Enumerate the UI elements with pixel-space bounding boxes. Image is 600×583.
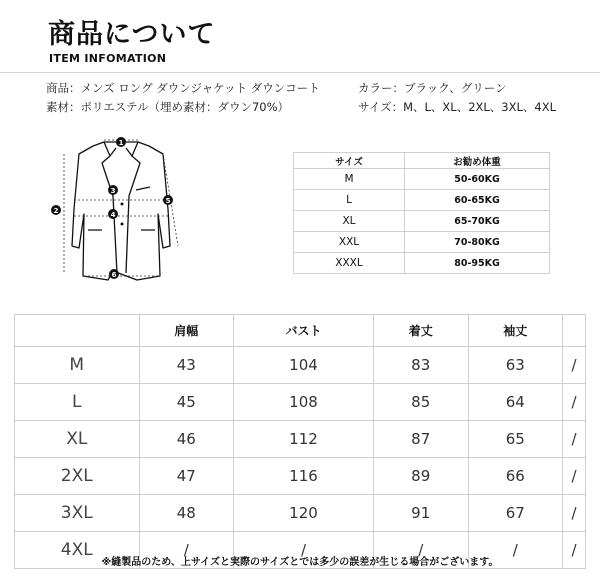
spec-product: 商品：メンズ ロング ダウンジャケット ダウンコート (46, 81, 320, 95)
size-table-header-row (15, 315, 586, 347)
page-subtitle: ITEM INFOMATION (49, 52, 167, 65)
svg-text:2: 2 (53, 207, 59, 215)
measurement-cell: / (139, 532, 234, 569)
measurement-cell: 83 (373, 347, 468, 384)
measurement-cell: 116 (234, 458, 374, 495)
size-table-row (15, 458, 586, 495)
size-cell: XL (294, 211, 405, 232)
measurement-cell: 87 (373, 421, 468, 458)
size-table-header: 肩幅 (139, 315, 234, 347)
measurement-cell: 48 (139, 495, 234, 532)
divider (0, 72, 600, 73)
weight-table-header-row (294, 153, 550, 169)
marker-1 (116, 137, 126, 147)
size-label-cell: M (15, 347, 140, 384)
measurement-cell: / (563, 458, 586, 495)
marker-2 (51, 205, 61, 215)
size-cell: XXXL (294, 253, 405, 274)
svg-text:5: 5 (165, 197, 171, 205)
measurement-cell: / (563, 495, 586, 532)
size-table-row (15, 384, 586, 421)
measurement-cell: 66 (468, 458, 563, 495)
weight-cell: 65-70KG (405, 211, 550, 232)
measurement-cell: 91 (373, 495, 468, 532)
marker-3 (108, 185, 118, 195)
weight-table (293, 152, 550, 274)
size-table-header (15, 315, 140, 347)
weight-table-row (294, 190, 550, 211)
weight-table-header: お勧め体重 (405, 153, 550, 169)
measurement-cell: / (563, 347, 586, 384)
measurement-cell: 43 (139, 347, 234, 384)
weight-table-header: サイズ (294, 153, 405, 169)
svg-text:6: 6 (111, 271, 117, 279)
measurement-cell: / (234, 532, 374, 569)
size-table-row (15, 347, 586, 384)
measurement-cell: 104 (234, 347, 374, 384)
jacket-measurement-diagram (46, 134, 201, 286)
size-label-cell: 3XL (15, 495, 140, 532)
spec-sizes: サイズ：M、L、XL、2XL、3XL、4XL (358, 100, 556, 114)
svg-text:1: 1 (118, 139, 124, 147)
weight-table-row (294, 253, 550, 274)
weight-table-row (294, 169, 550, 190)
measurement-cell: 63 (468, 347, 563, 384)
measurement-cell: 64 (468, 384, 563, 421)
measurement-cell: 46 (139, 421, 234, 458)
page-title: 商品について (48, 19, 216, 50)
measurement-cell: / (373, 532, 468, 569)
measurement-cell: 67 (468, 495, 563, 532)
weight-cell: 70-80KG (405, 232, 550, 253)
weight-table-row (294, 211, 550, 232)
measurement-cell: 85 (373, 384, 468, 421)
measurement-cell: / (563, 421, 586, 458)
measurement-cell: 108 (234, 384, 374, 421)
size-table-row (15, 495, 586, 532)
measurement-cell: 65 (468, 421, 563, 458)
measurement-cell: / (563, 532, 586, 569)
jacket-buttons (121, 203, 124, 226)
measurement-cell: 89 (373, 458, 468, 495)
size-cell: XXL (294, 232, 405, 253)
svg-text:4: 4 (110, 211, 116, 219)
measurement-cell: / (563, 384, 586, 421)
size-table-header: バスト (234, 315, 374, 347)
size-table-header (563, 315, 586, 347)
size-table-row (15, 421, 586, 458)
size-cell: M (294, 169, 405, 190)
spec-color: カラー：ブラック、グリーン (358, 81, 507, 95)
size-label-cell: XL (15, 421, 140, 458)
disclaimer-note: ※縫製品のため、上サイズと実際のサイズとでは多少の誤差が生じる場合がございます。 (101, 557, 499, 568)
size-label-cell: L (15, 384, 140, 421)
svg-text:3: 3 (110, 187, 116, 195)
spec-material: 素材：ポリエステル（埋め素材：ダウン70%） (46, 100, 290, 114)
weight-cell: 60-65KG (405, 190, 550, 211)
weight-table-row (294, 232, 550, 253)
size-label-cell: 4XL (15, 532, 140, 569)
measurement-cell: 112 (234, 421, 374, 458)
size-table (14, 314, 586, 569)
measurement-cell: / (468, 532, 563, 569)
size-label-cell: 2XL (15, 458, 140, 495)
weight-cell: 80-95KG (405, 253, 550, 274)
marker-5 (163, 195, 173, 205)
marker-4 (108, 209, 118, 219)
size-table-header: 着丈 (373, 315, 468, 347)
measurement-cell: 120 (234, 495, 374, 532)
marker-6 (109, 269, 119, 279)
size-table-header: 袖丈 (468, 315, 563, 347)
size-cell: L (294, 190, 405, 211)
measurement-cell: 45 (139, 384, 234, 421)
measurement-cell: 47 (139, 458, 234, 495)
jacket-outline-icon (72, 142, 170, 280)
weight-cell: 50-60KG (405, 169, 550, 190)
